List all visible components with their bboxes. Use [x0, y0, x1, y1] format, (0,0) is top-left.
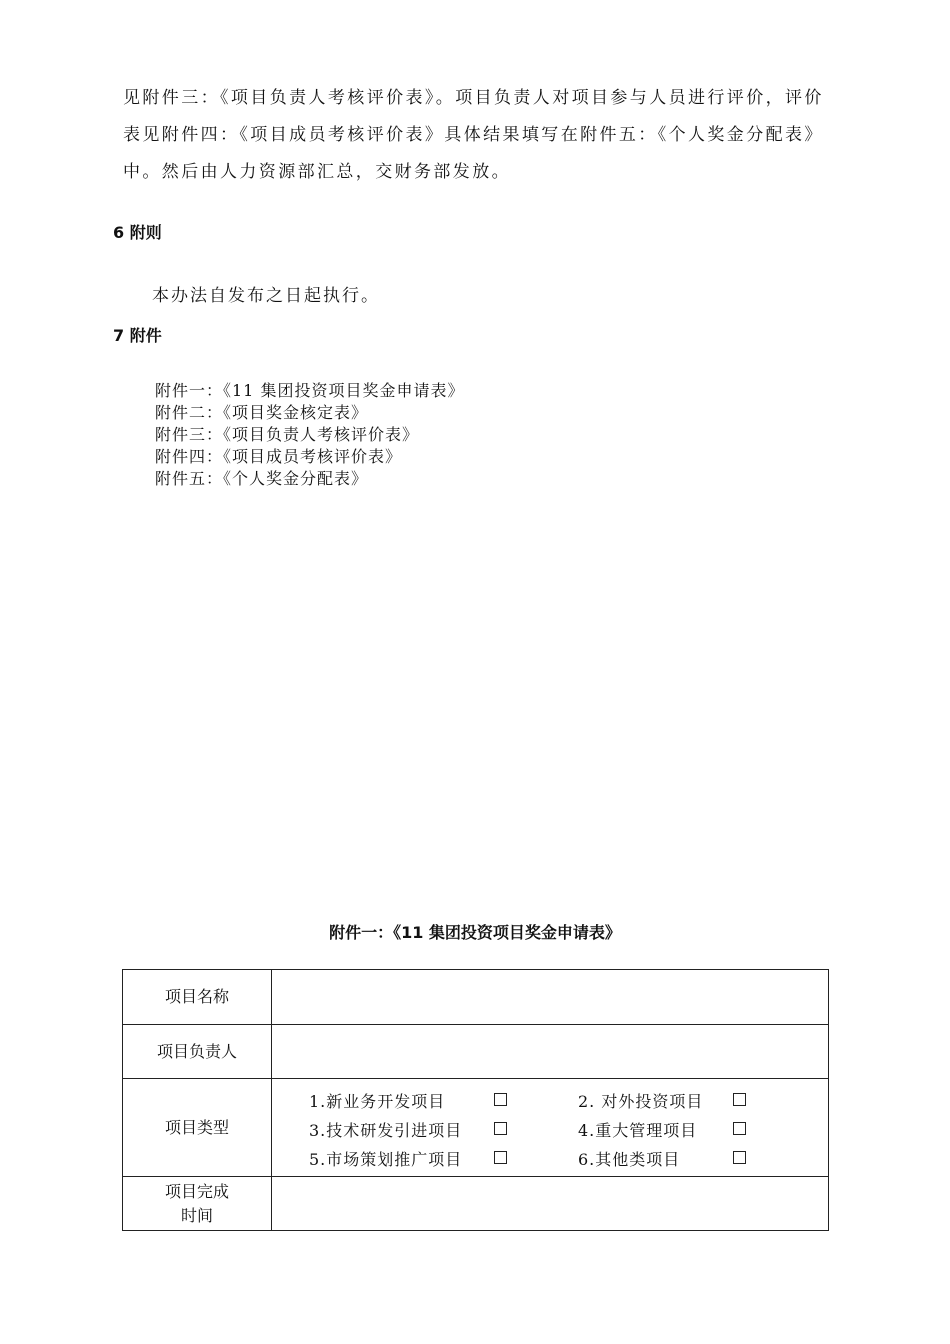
project-leader-label: 项目负责人 [123, 1025, 272, 1079]
type-option-label: 2. 对外投资项目 [578, 1092, 704, 1111]
attachment-item: 附件一：《11 集团投资项目奖金申请表》 [155, 381, 465, 400]
completion-label-line-2: 时间 [180, 1205, 213, 1225]
attachment-list [155, 380, 464, 490]
type-option-label: 6.其他类项目 [578, 1150, 681, 1169]
application-form-table [122, 969, 829, 1231]
intro-line-1: 见附件三：《项目负责人考核评价表》。项目负责人对项目参与人员进行评价，评价 [123, 88, 824, 108]
form-title: 附件一：《11 集团投资项目奖金申请表》 [329, 923, 621, 942]
type-new-business-checkbox[interactable] [494, 1093, 507, 1106]
section-6-heading: 6 附则 [113, 223, 162, 242]
intro-line-3: 中。然后由人力资源部汇总，交财务部发放。 [123, 162, 511, 182]
type-option-label: 4.重大管理项目 [578, 1121, 698, 1140]
intro-line-2: 表见附件四：《项目成员考核评价表》具体结果填写在附件五：《个人奖金分配表》 [123, 125, 824, 145]
type-external-investment-checkbox[interactable] [733, 1093, 746, 1106]
type-option-label: 5.市场策划推广项目 [309, 1150, 463, 1169]
attachment-item: 附件四：《项目成员考核评价表》 [155, 447, 403, 466]
completion-time-field[interactable] [272, 1177, 829, 1231]
project-name-label: 项目名称 [123, 970, 272, 1025]
type-major-management-checkbox[interactable] [733, 1122, 746, 1135]
type-tech-rd-checkbox[interactable] [494, 1122, 507, 1135]
project-type-label: 项目类型 [123, 1079, 272, 1177]
type-marketing-checkbox[interactable] [494, 1151, 507, 1164]
attachment-item: 附件三：《项目负责人考核评价表》 [155, 425, 420, 444]
type-option-label: 3.技术研发引进项目 [309, 1121, 463, 1140]
project-leader-field[interactable] [272, 1025, 829, 1079]
completion-label-line-1: 项目完成 [164, 1181, 229, 1201]
project-name-field[interactable] [272, 970, 829, 1025]
intro-paragraph [123, 80, 835, 191]
section-7-heading: 7 附件 [113, 326, 162, 345]
completion-time-label [123, 1177, 272, 1231]
type-other-checkbox[interactable] [733, 1151, 746, 1164]
project-type-options [272, 1079, 829, 1177]
type-option-label: 1.新业务开发项目 [309, 1092, 446, 1111]
section-6-text: 本办法自发布之日起执行。 [152, 286, 380, 306]
attachment-item: 附件二：《项目奖金核定表》 [155, 403, 369, 422]
attachment-item: 附件五：《个人奖金分配表》 [155, 469, 369, 488]
